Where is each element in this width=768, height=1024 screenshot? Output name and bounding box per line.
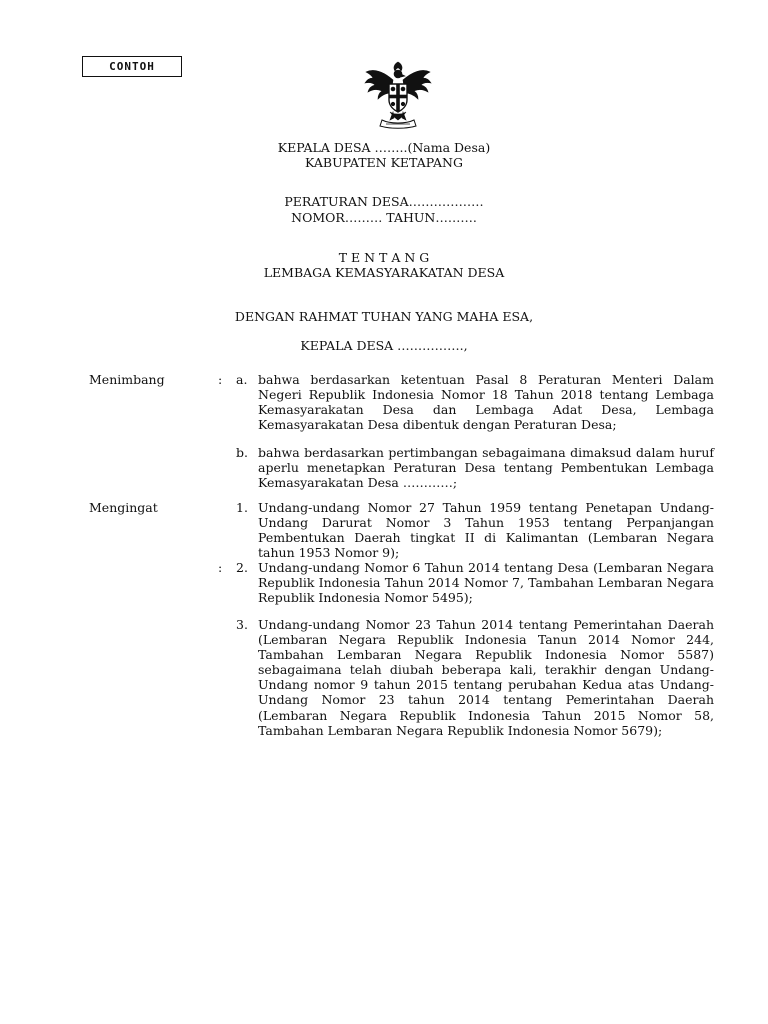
menimbang-item-text: bahwa berdasarkan pertimbangan sebagaimana dimaksud dalam huruf aperlu menetapkan Peraturan Desa tentang Pembentukan Lembaga Kemasyarakatan Desa …………;	[258, 445, 714, 491]
menimbang-label: Menimbang	[89, 372, 165, 387]
nomor-tahun-line: NOMOR……… TAHUN……….	[291, 210, 477, 225]
mengingat-item-marker: 1.	[236, 500, 248, 515]
garuda-emblem-icon	[360, 58, 436, 134]
header-kepala-desa: KEPALA DESA ……..(Nama Desa)	[277, 140, 491, 155]
mengingat-item-text: Undang-undang Nomor 23 Tahun 2014 tentang Pemerintahan Daerah (Lembaran Negara Republik Indonesia Tanun 2014 Nomor 244, Tambahan Lembaran Negara Republik Indonesia Nomor 5587) sebagaimana telah diubah beberapa kali, terakhir dengan Undang-Undang nomor 9 tahun 2015 tentang perubahan Kedua atas Undang-Undang Nomor 23 tahun 2014 tentang Pemerintahan Daerah (Lembaran Negara Republik Indonesia Tahun 2015 Nomor 58, Tambahan Lembaran Negara Republik Indonesia Nomor 5679);	[258, 617, 714, 738]
mengingat-item-text: Undang-undang Nomor 27 Tahun 1959 tentang Penetapan Undang-Undang Darurat Nomor 3 Tahun 1953 tentang Perpanjangan Pembentukan Daerah tingkat II di Kalimantan (Lembaran Negara tahun 1953 Nomor 9);	[258, 500, 714, 561]
kepala-desa-line: KEPALA DESA …………….,	[300, 338, 468, 353]
mengingat-colon: :	[218, 560, 223, 575]
mengingat-item-marker: 2.	[236, 560, 248, 575]
menimbang-colon: :	[218, 372, 223, 387]
menimbang-item-marker: a.	[236, 372, 248, 387]
invocation-line: DENGAN RAHMAT TUHAN YANG MAHA ESA,	[234, 309, 534, 324]
mengingat-item-marker: 3.	[236, 617, 248, 632]
mengingat-label: Mengingat	[89, 500, 158, 515]
tentang-heading: T E N T A N G	[338, 250, 430, 265]
mengingat-item-text: Undang-undang Nomor 6 Tahun 2014 tentang Desa (Lembaran Negara Republik Indonesia Tahun 2014 Nomor 7, Tambahan Lembaran Negara Republik Indonesia Nomor 5495);	[258, 560, 714, 606]
regulation-subject: LEMBAGA KEMASYARAKATAN DESA	[263, 265, 505, 280]
menimbang-item-marker: b.	[236, 445, 248, 460]
header-kabupaten: KABUPATEN KETAPANG	[305, 155, 463, 170]
peraturan-desa-line: PERATURAN DESA………………	[284, 194, 484, 209]
menimbang-item-text: bahwa berdasarkan ketentuan Pasal 8 Peraturan Menteri Dalam Negeri Republik Indonesia Nomor 18 Tahun 2018 tentang Lembaga Kemasyarakatan Desa dan Lembaga Adat Desa, Lembaga Kemasyarakatan Desa dibentuk dengan Peraturan Desa;	[258, 372, 714, 433]
contoh-label: CONTOH	[82, 56, 182, 77]
